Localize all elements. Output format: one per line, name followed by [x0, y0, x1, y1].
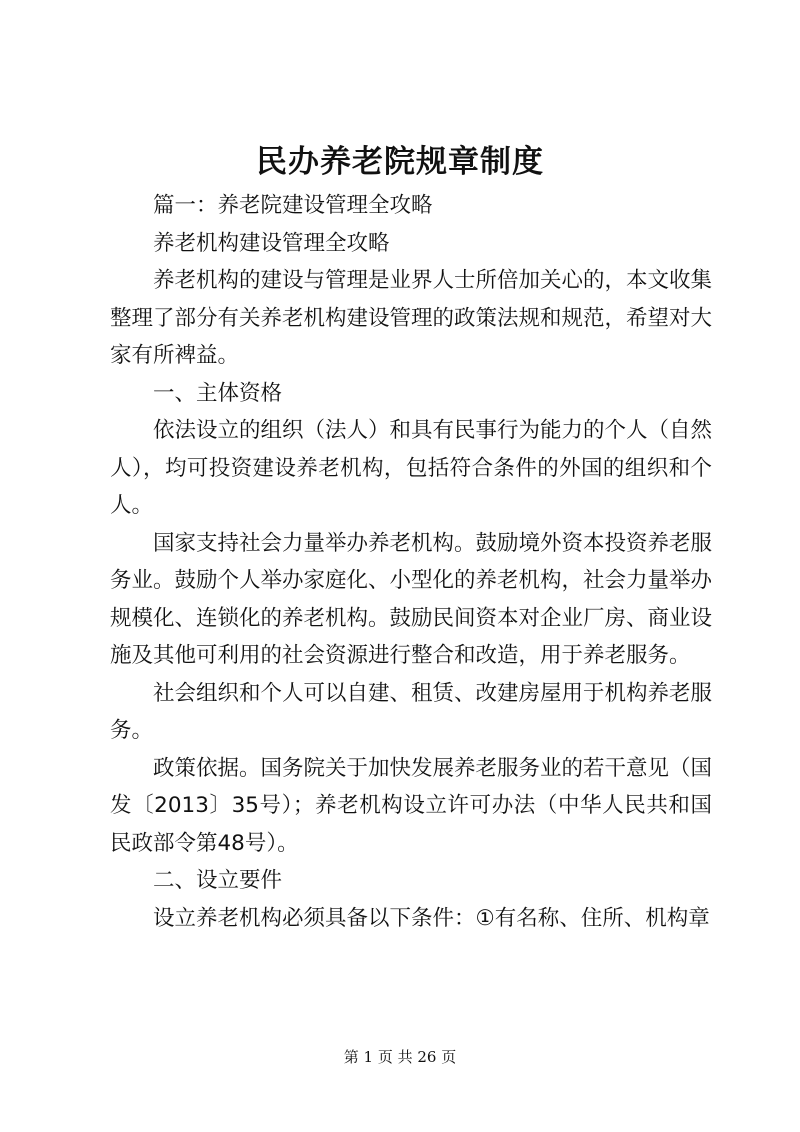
paragraph-housing: 社会组织和个人可以自建、租赁、改建房屋用于机构养老服务。	[110, 680, 713, 743]
paragraph-requirements: 设立养老机构必须具备以下条件：①有名称、住所、机构章	[153, 905, 710, 931]
paragraph-policy-basis: 政策依据。国务院关于加快发展养老服务业的若干意见（国发〔2013〕35号）；养老机构设立许可办法（中华人民共和国民政部令第48号）。	[110, 755, 713, 856]
paragraph-section-heading: 篇一：养老院建设管理全攻略	[153, 193, 433, 218]
paragraph-heading-1: 一、主体资格	[153, 380, 283, 406]
paragraph-support: 国家支持社会力量举办养老机构。鼓励境外资本投资养老服务业。鼓励个人举办家庭化、小型化的养老机构，社会力量举办规模化、连锁化的养老机构。鼓励民间资本对企业厂房、商业设施及其他可利用的社会资源进行整合和改造，用于养老服务。	[110, 530, 713, 668]
document-body	[110, 187, 712, 937]
page-footer: 第 1 页 共 26 页	[343, 1048, 457, 1066]
document-title: 民办养老院规章制度	[256, 144, 544, 180]
paragraph-intro: 养老机构的建设与管理是业界人士所倍加关心的，本文收集整理了部分有关养老机构建设管理的政策法规和规范，希望对大家有所裨益。	[110, 268, 713, 368]
paragraph-heading-2: 二、设立要件	[153, 868, 283, 893]
paragraph-eligibility: 依法设立的组织（法人）和具有民事行为能力的个人（自然人），均可投资建设养老机构，包括符合条件的外国的组织和个人。	[110, 418, 713, 518]
paragraph-subtitle: 养老机构建设管理全攻略	[153, 230, 390, 256]
